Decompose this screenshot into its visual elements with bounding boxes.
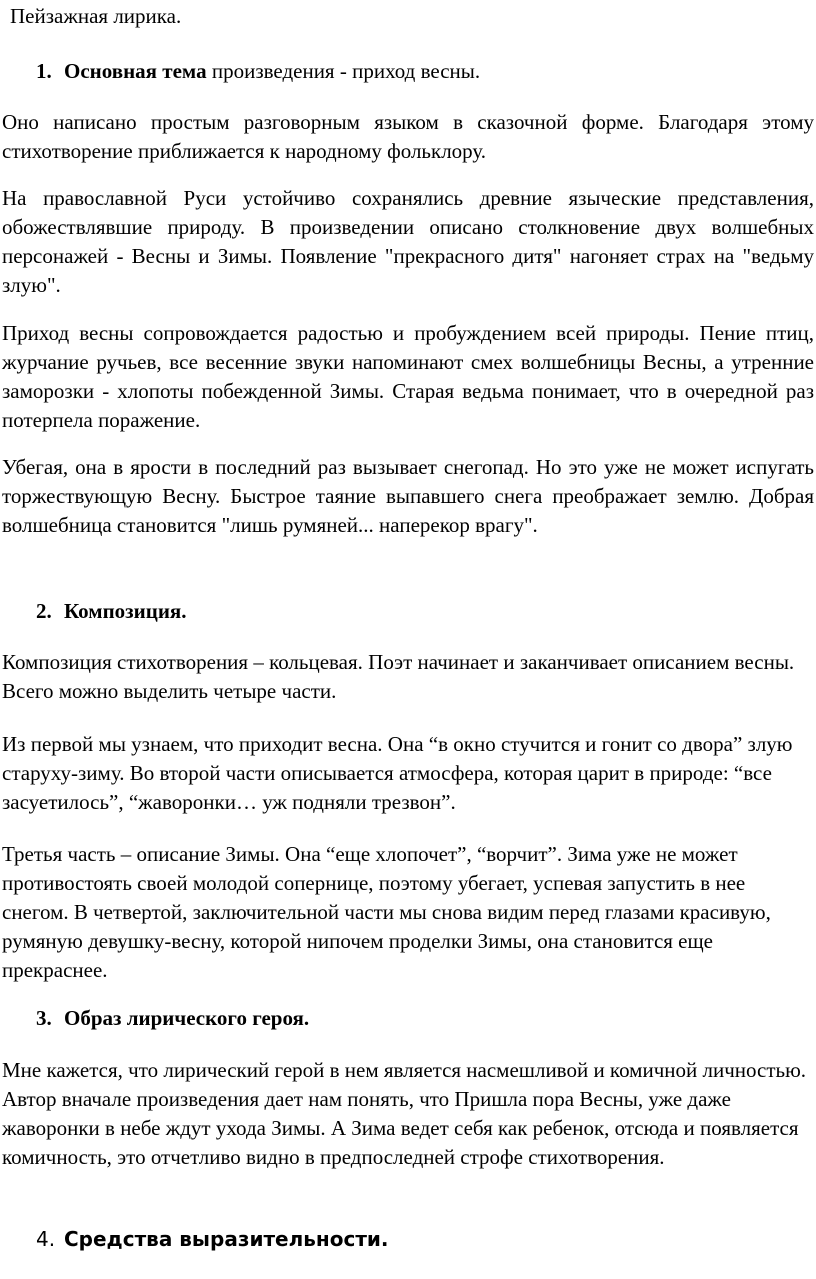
- paragraph: Из первой мы узнаем, что приходит весна. Она “в окно стучится и гонит со двора” злую старуху-зиму. Во второй части описывается атмосфера, которая царит в природе: “все засуетилось”, “жаворонки… уж подняли трезвон”.: [2, 732, 793, 814]
- document-title: Пейзажная лирика.: [10, 4, 182, 28]
- paragraph: Убегая, она в ярости в последний раз вызывает снегопад. Но это уже не может испугать торжествующую Весну. Быстрое таяние выпавшего снега преображает землю. Добрая волшебница становится "лишь румяней... наперекор врагу".: [2, 455, 814, 537]
- paragraph: Третья часть – описание Зимы. Она “еще хлопочет”, “ворчит”. Зима уже не может противостоять своей молодой сопернице, поэтому убегает, успевая запустить в нее снегом. В четвертой, заключительной части мы снова видим перед глазами красивую, румяную девушку-весну, которой нипочем проделки Зимы, она становится еще прекраснее.: [2, 842, 771, 982]
- section-heading-bold: Средства выразительности.: [64, 1227, 389, 1251]
- paragraph: Оно написано простым разговорным языком в сказочной форме. Благодаря этому стихотворение приближается к народному фольклору.: [2, 110, 814, 163]
- section-heading-means-of-expression: [36, 1224, 389, 1254]
- section-heading-bold: Композиция.: [64, 599, 187, 623]
- paragraph: Приход весны сопровождается радостью и пробуждением всей природы. Пение птиц, журчание ручьев, все весенние звуки напоминают смех волшебницы Весны, а утренние заморозки - хлопоты побежденной Зимы. Старая ведьма понимает, что в очередной раз потерпела поражение.: [2, 321, 814, 432]
- section-heading-rest: произведения - приход весны.: [206, 59, 481, 83]
- paragraph: Мне кажется, что лирический герой в нем является насмешливой и комичной личностью. Автор вначале произведения дает нам понять, что Пришла пора Весны, уже даже жаворонки в небе ждут ухода Зимы. А Зима ведет себя как ребенок, отсюда и появляется комичность, это отчетливо видно в предпоследней строфе стихотворения.: [2, 1058, 807, 1169]
- paragraph: Композиция стихотворения – кольцевая. Поэт начинает и заканчивает описанием весны. Всего можно выделить четыре части.: [2, 650, 795, 703]
- section-heading-bold: Основная тема: [64, 59, 207, 83]
- section-heading-bold: Образ лирического героя.: [64, 1006, 310, 1030]
- section-heading-main-theme: [36, 57, 480, 85]
- section-heading-lyrical-hero: [36, 1004, 309, 1032]
- section-number: 2.: [36, 599, 52, 623]
- section-number: 4.: [36, 1227, 56, 1251]
- section-heading-composition: [36, 597, 187, 625]
- section-number: 1.: [36, 59, 52, 83]
- paragraph: На православной Руси устойчиво сохранялись древние языческие представления, обожествлявшие природу. В произведении описано столкновение двух волшебных персонажей - Весны и Зимы. Появление "прекрасного дитя" нагоняет страх на "ведьму злую".: [2, 186, 814, 297]
- section-number: 3.: [36, 1006, 52, 1030]
